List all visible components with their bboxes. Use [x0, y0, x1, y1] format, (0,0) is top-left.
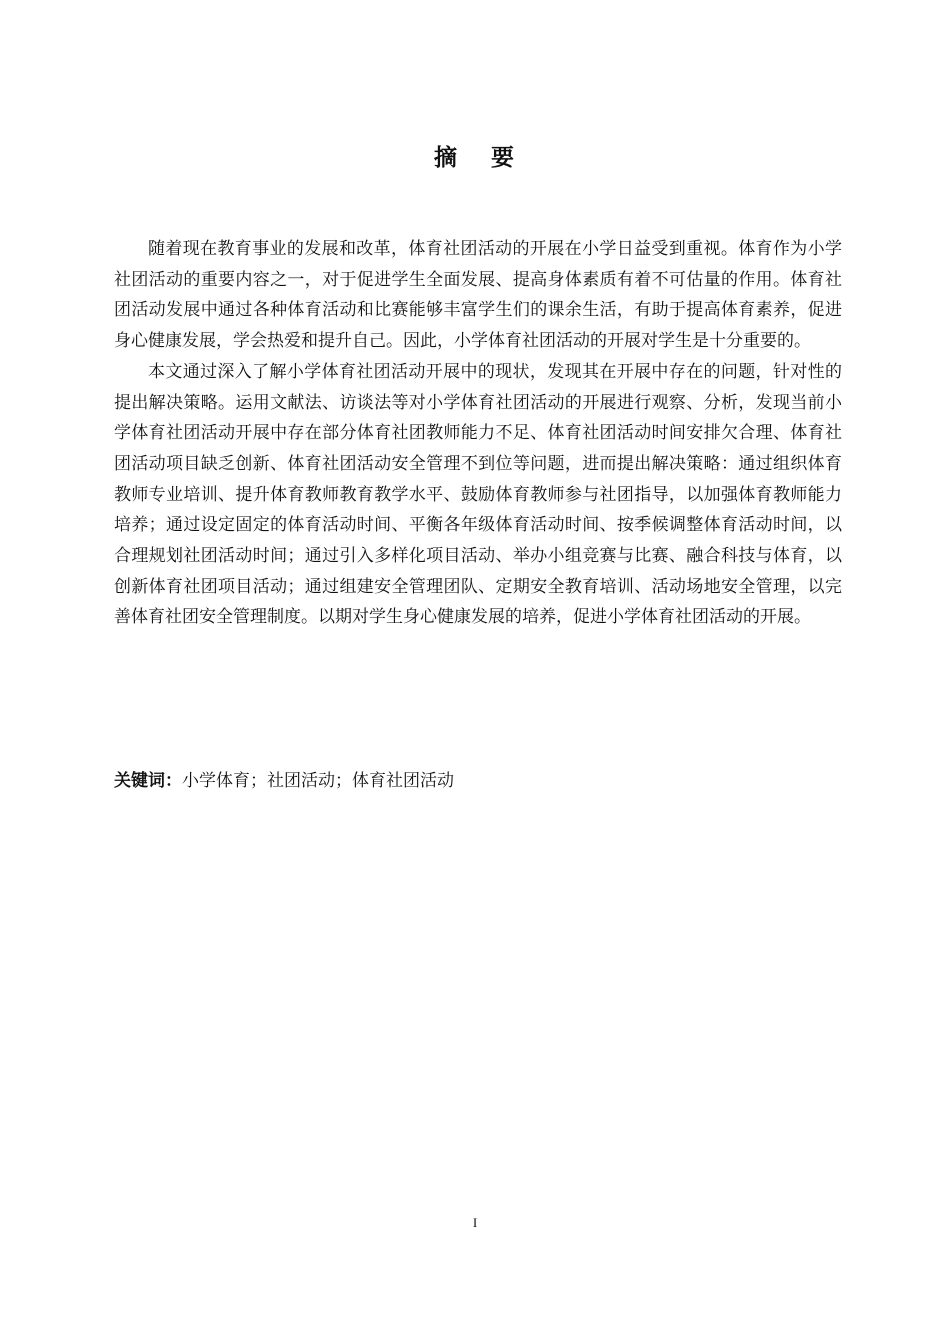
page-number: I [472, 1215, 478, 1230]
abstract-paragraph-2: 本文通过深入了解小学体育社团活动开展中的现状，发现其在开展中存在的问题，针对性的提出解决策略。运用文献法、访谈法等对小学体育社团活动的开展进行观察、分析，发现当前小学体育社团活动开展中存在部分体育社团教师能力不足、体育社团活动时间安排欠合理、体育社团活动项目缺乏创新、体育社团活动安全管理不到位等问题，进而提出解决策略：通过组织体育教师专业培训、提升体育教师教育教学水平、鼓励体育教师参与社团指导，以加强体育教师能力培养；通过设定固定的体育活动时间、平衡各年级体育活动时间、按季候调整体育活动时间，以合理规划社团活动时间；通过引入多样化项目活动、举办小组竞赛与比赛、融合科技与体育，以创新体育社团项目活动；通过组建安全管理团队、定期安全教育培训、活动场地安全管理，以完善体育社团安全管理制度。以期对学生身心健康发展的培养，促进小学体育社团活动的开展。 [114, 361, 842, 628]
keywords-line [114, 766, 842, 796]
abstract-body [114, 234, 842, 633]
abstract-paragraph-1: 随着现在教育事业的发展和改革，体育社团活动的开展在小学日益受到重视。体育作为小学社团活动的重要内容之一，对于促进学生全面发展、提高身体素质有着不可估量的作用。体育社团活动发展中通过各种体育活动和比赛能够丰富学生们的课余生活，有助于提高体育素养，促进身心健康发展，学会热爱和提升自己。因此，小学体育社团活动的开展对学生是十分重要的。 [114, 239, 842, 352]
keywords-text: 小学体育；社团活动；体育社团活动 [182, 771, 454, 791]
keywords-label: 关键词： [114, 771, 182, 791]
page-title: 摘 要 [433, 145, 516, 171]
